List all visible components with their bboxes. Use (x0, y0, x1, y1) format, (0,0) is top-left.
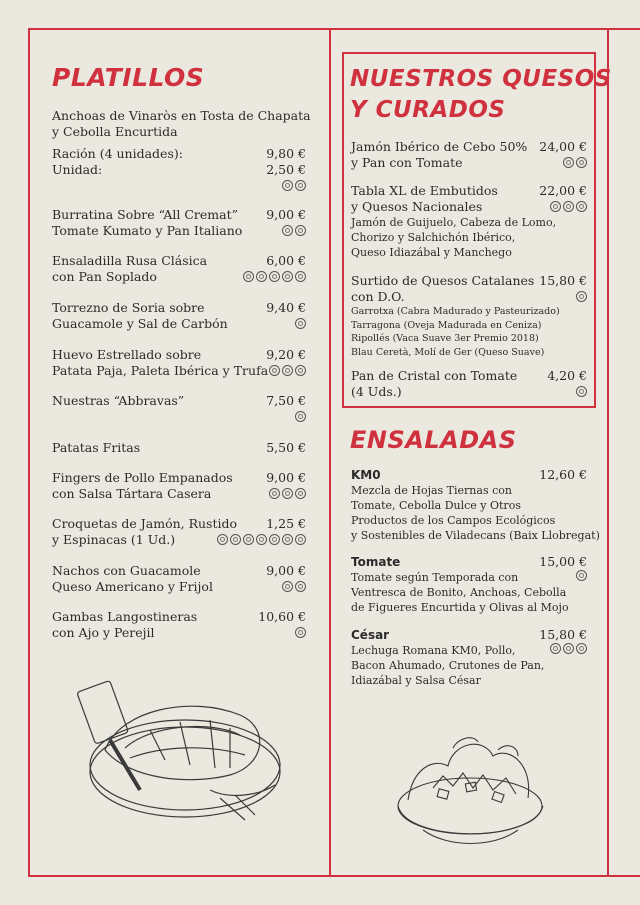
allergen-icon (295, 365, 306, 376)
salad-bowl-illustration (388, 728, 553, 853)
allergen-icons (282, 581, 306, 592)
allergen-icon (269, 488, 280, 499)
allergen-icon (576, 201, 587, 212)
allergen-icon (550, 643, 561, 654)
menu-item (52, 563, 306, 595)
item-name-line2: (4 Uds.) (351, 384, 402, 399)
item-price: 12,60 € (539, 467, 587, 482)
item-name-line2: con Pan Soplado (52, 269, 157, 284)
item-description: Blau Ceretà, Molí de Ger (Queso Suave) (351, 346, 545, 358)
item-name: Torrezno de Soria sobre (52, 300, 205, 315)
item-name: KM0 (351, 468, 381, 482)
item-price: 1,25 € (266, 516, 306, 531)
menu-item (351, 139, 587, 171)
allergen-icons (269, 365, 306, 376)
menu-item (52, 253, 306, 285)
menu-item (52, 516, 306, 548)
item-price: 15,80 € (539, 627, 587, 642)
allergen-icons (295, 318, 306, 329)
allergen-icon (295, 318, 306, 329)
item-price: 9,80 € (266, 146, 306, 161)
item-price: 24,00 € (539, 139, 587, 154)
item-description: y Sostenibles de Viladecans (Baix Llobregat) (351, 529, 600, 542)
item-name: Ensaladilla Rusa Clásica (52, 253, 208, 268)
item-name-line2: Tomate Kumato y Pan Italiano (52, 223, 243, 238)
item-name-line2: Patata Paja, Paleta Ibérica y Trufa (52, 363, 269, 378)
allergen-icon (563, 643, 574, 654)
item-name: Jamón Ibérico de Cebo 50% (351, 139, 528, 154)
item-price: 9,00 € (266, 470, 306, 485)
item-name: Huevo Estrellado sobre (52, 347, 202, 362)
allergen-icons (243, 271, 306, 282)
item-description: Lechuga Romana KM0, Pollo, (351, 644, 516, 657)
allergen-icons (550, 201, 587, 212)
item-name-line2: y Cebolla Encurtida (52, 124, 178, 139)
item-description: Productos de los Campos Ecológicos (351, 514, 556, 527)
allergen-icons (576, 386, 587, 397)
menu-item (351, 183, 587, 260)
item-price: 6,00 € (266, 253, 306, 268)
steak-illustration (70, 670, 290, 835)
item-name-line2: con D.O. (351, 289, 405, 304)
item-name-line2: con Salsa Tártara Casera (52, 486, 212, 501)
item-name: Nuestras “Abbravas” (52, 393, 185, 408)
platillos-title: PLATILLOS (52, 63, 205, 92)
item-name-line2: Unidad: (52, 162, 103, 177)
menu-item (52, 470, 306, 502)
item-name: Burratina Sobre “All Cremat” (52, 207, 239, 222)
menu-item (52, 207, 306, 239)
allergen-icons (295, 411, 306, 422)
item-name: Anchoas de Vinaròs en Tosta de Chapata (52, 108, 311, 123)
item-name: Nachos con Guacamole (52, 563, 201, 578)
item-description: de Figueres Encurtida y Olivas al Mojo (351, 601, 569, 614)
item-name: Pan de Cristal con Tomate (351, 368, 518, 383)
item-price: 10,60 € (258, 609, 306, 624)
allergen-icon (230, 534, 241, 545)
allergen-icon (256, 534, 267, 545)
allergen-icon (295, 627, 306, 638)
item-description: Tarragona (Oveja Madurada en Ceniza) (351, 319, 542, 331)
allergen-icon (295, 180, 306, 191)
column-divider (329, 28, 331, 877)
allergen-icon (563, 157, 574, 168)
item-name-line2: con Ajo y Perejil (52, 625, 155, 640)
item-price: 9,20 € (266, 347, 306, 362)
allergen-icons (576, 570, 587, 581)
item-price-unit: 2,50 € (266, 162, 306, 177)
menu-item (52, 300, 306, 332)
allergen-icon (282, 488, 293, 499)
allergen-icon (295, 411, 306, 422)
allergen-icon (576, 291, 587, 302)
allergen-icon (576, 643, 587, 654)
allergen-icon (295, 271, 306, 282)
allergen-icon (269, 271, 280, 282)
allergen-icon (282, 581, 293, 592)
allergen-icon (217, 534, 228, 545)
item-price: 4,20 € (547, 368, 587, 383)
item-name: Fingers de Pollo Empanados (52, 470, 233, 485)
menu-item (351, 627, 587, 688)
item-price: 9,00 € (266, 207, 306, 222)
menu-item (52, 108, 311, 140)
allergen-icons (269, 488, 306, 499)
allergen-icon (282, 271, 293, 282)
allergen-icon (282, 365, 293, 376)
item-name: Gambas Langostineras (52, 609, 198, 624)
allergen-icon (269, 534, 280, 545)
right-edge-divider (607, 28, 609, 877)
menu-item (351, 467, 600, 543)
item-name: Croquetas de Jamón, Rustido (52, 516, 238, 531)
menu-item (52, 440, 306, 456)
quesos-title-line1: NUESTROS QUESOS (350, 66, 612, 92)
item-name: César (351, 628, 390, 642)
item-description: Ripollés (Vaca Suave 3er Premio 2018) (351, 333, 539, 344)
item-price: 9,00 € (266, 563, 306, 578)
item-name-line2: Guacamole y Sal de Carbón (52, 316, 228, 331)
menu-item (351, 554, 587, 615)
item-price: 22,00 € (539, 183, 587, 198)
item-description: Jamón de Guijuelo, Cabeza de Lomo, (351, 216, 557, 229)
item-name: Ración (4 unidades): (52, 146, 183, 161)
allergen-icon (295, 488, 306, 499)
allergen-icon (282, 180, 293, 191)
quesos-title-line2: Y CURADOS (350, 97, 506, 123)
allergen-icon (269, 365, 280, 376)
allergen-icon (576, 386, 587, 397)
item-price: 7,50 € (266, 393, 306, 408)
allergen-icons (295, 627, 306, 638)
item-description: Ventresca de Bonito, Anchoas, Cebolla (351, 586, 567, 599)
allergen-icons (282, 225, 306, 236)
item-description: Tomate según Temporada con (351, 571, 519, 584)
item-name: Tabla XL de Embutidos (351, 183, 498, 198)
allergen-icon (550, 201, 561, 212)
item-description: Bacon Ahumado, Crutones de Pan, (351, 659, 545, 672)
allergen-icon (576, 157, 587, 168)
quesos-title (350, 64, 612, 126)
menu-item (52, 609, 306, 641)
item-name: Tomate (351, 555, 401, 569)
item-name: Surtido de Quesos Catalanes (351, 273, 535, 288)
allergen-icon (295, 534, 306, 545)
allergen-icon (282, 225, 293, 236)
allergen-icon (295, 225, 306, 236)
menu-item (52, 393, 306, 409)
item-name-line2: Queso Americano y Frijol (52, 579, 213, 594)
allergen-icon (243, 534, 254, 545)
item-description: Chorizo y Salchichón Ibérico, (351, 231, 516, 244)
item-name-line2: y Espinacas (1 Ud.) (52, 532, 176, 547)
allergen-icon (256, 271, 267, 282)
item-description: Queso Idiazábal y Manchego (351, 246, 512, 259)
item-description: Garrotxa (Cabra Madurado y Pasteurizado) (351, 306, 560, 317)
allergen-icons (282, 180, 306, 191)
item-price: 15,80 € (539, 273, 587, 288)
item-name-line2: y Quesos Nacionales (351, 199, 483, 214)
item-price: 5,50 € (266, 440, 306, 455)
item-name-line2: y Pan con Tomate (351, 155, 463, 170)
allergen-icons (217, 534, 306, 545)
item-price: 15,00 € (539, 554, 587, 569)
allergen-icons (563, 157, 587, 168)
item-description: Mezcla de Hojas Tiernas con (351, 484, 512, 497)
menu-item (351, 368, 587, 400)
allergen-icon (282, 534, 293, 545)
item-name: Patatas Fritas (52, 440, 141, 455)
allergen-icon (563, 201, 574, 212)
allergen-icon (295, 581, 306, 592)
item-price: 9,40 € (266, 300, 306, 315)
menu-item (52, 146, 306, 178)
item-description: Idiazábal y Salsa César (351, 674, 481, 687)
allergen-icon (243, 271, 254, 282)
allergen-icon (576, 570, 587, 581)
menu-item (351, 273, 587, 359)
allergen-icons (550, 643, 587, 654)
item-description: Tomate, Cebolla Dulce y Otros (351, 499, 521, 512)
ensaladas-title: ENSALADAS (350, 426, 517, 454)
menu-item (52, 347, 306, 379)
allergen-icons (576, 291, 587, 302)
